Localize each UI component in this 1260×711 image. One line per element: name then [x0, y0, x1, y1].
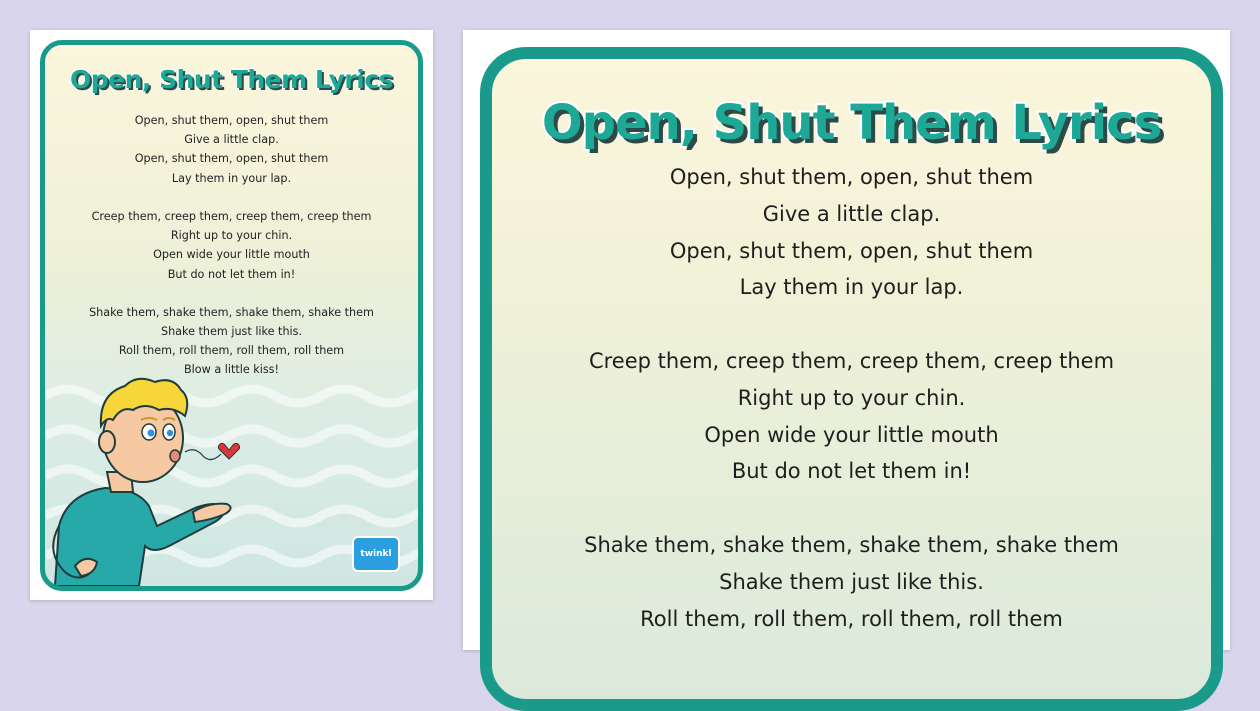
- lyric-line: But do not let them in!: [167, 267, 296, 281]
- thumbnail-page[interactable]: [30, 30, 433, 600]
- lyric-line: Right up to your chin.: [170, 229, 293, 243]
- main-frame: [480, 47, 1223, 711]
- main-title: Open, Shut Them Lyrics: [541, 95, 1162, 151]
- lyric-line: Open, shut them, open, shut them: [669, 165, 1034, 189]
- main-page: [463, 30, 1230, 650]
- lyric-line: Give a little clap.: [184, 133, 279, 147]
- lyric-line: Lay them in your lap.: [171, 171, 292, 185]
- lyric-line: Roll them, roll them, roll them, roll them: [640, 606, 1063, 631]
- lyric-line: Give a little clap.: [762, 201, 941, 226]
- lyric-line: Creep them, creep them, creep them, creep them: [588, 348, 1115, 373]
- thumbnail-frame: [40, 40, 423, 591]
- main-lyrics: [492, 159, 1211, 637]
- lyric-line: But do not let them in!: [731, 459, 972, 484]
- lyric-line: Shake them just like this.: [719, 569, 984, 594]
- lyric-line: Lay them in your lap.: [739, 275, 964, 300]
- twinkl-logo: twinkl: [352, 536, 400, 572]
- lyric-line: Roll them, roll them, roll them, roll them: [118, 344, 345, 358]
- lyric-line: Open, shut them, open, shut them: [134, 114, 329, 127]
- boy-illustration: [45, 376, 245, 586]
- lyric-line: Shake them just like this.: [160, 325, 303, 339]
- lyric-line: Blow a little kiss!: [183, 363, 279, 377]
- lyric-line: Creep them, creep them, creep them, creep them: [91, 209, 372, 223]
- lyric-line: Right up to your chin.: [737, 385, 966, 410]
- lyric-line: Open, shut them, open, shut them: [134, 152, 329, 166]
- thumbnail-title: Open, Shut Them Lyrics: [69, 65, 394, 94]
- lyric-line: Open wide your little mouth: [704, 422, 999, 447]
- thumbnail-lyrics: [45, 111, 418, 380]
- lyric-line: Shake them, shake them, shake them, shake them: [584, 532, 1119, 557]
- lyric-line: Open wide your little mouth: [153, 248, 310, 262]
- lyric-line: Open, shut them, open, shut them: [669, 238, 1034, 263]
- lyric-line: Shake them, shake them, shake them, shake them: [89, 305, 374, 319]
